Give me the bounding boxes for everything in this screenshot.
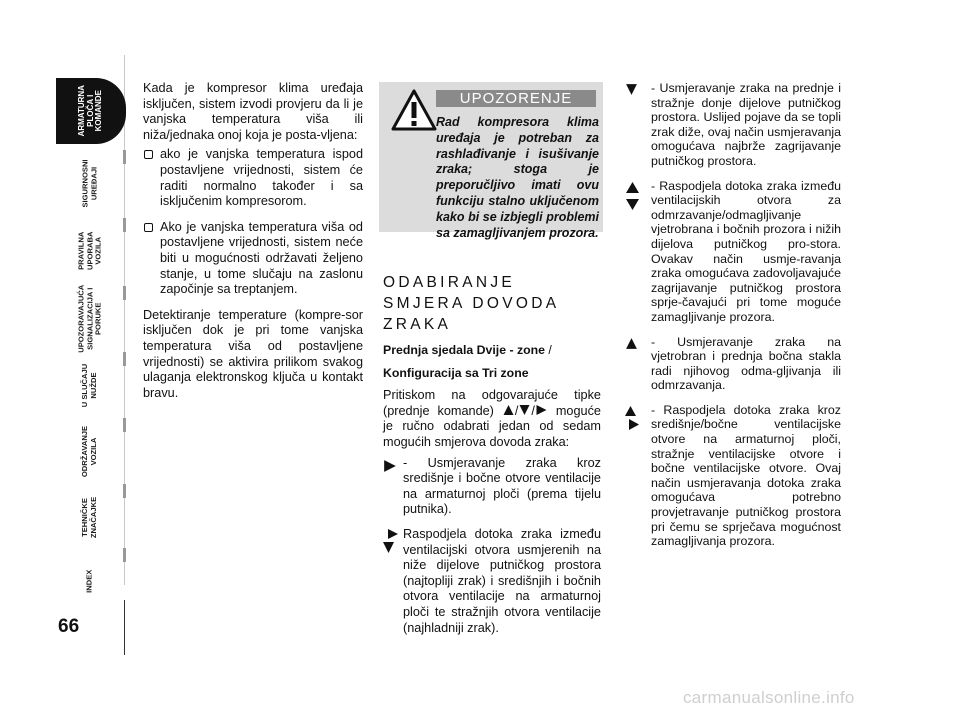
paragraph-intro: Pritiskom na odgovarajuće tipke (prednje komande) / / moguće je ručno odabrati jedan od sedam mogućih smjerova dovoda zraka: bbox=[383, 388, 601, 449]
tab-u-slucaju-nuzde[interactable] bbox=[54, 352, 126, 418]
bullet-item bbox=[143, 220, 363, 298]
direction-item bbox=[625, 179, 841, 325]
direction-text: - Raspodjela dotoka zraka kroz središnje/bočne ventilacijske otvore na armaturnoj ploči, stražnje ventilacijske otvore i bočne ventilacijske otvore. Ovaj način usmjeravanja dotoka zraka omogućava potrebno provjetravanje putničkog prostora pri čemu se sprječava mogućnost zamagljivanja prozora. bbox=[651, 402, 841, 549]
tab-tehnicke-znacajke[interactable] bbox=[54, 484, 126, 550]
bullet-item bbox=[143, 147, 363, 209]
section-title: ODABIRANJE SMJERA DOVODA ZRAKA bbox=[383, 274, 559, 333]
direction-text: - Usmjeravanje zraka na prednje i stražnje donje dijelove putničkog prostora. Uslijed pojave da se topli zrak diže, ovaj način usmjeravanja omogućava najbrže zagrijavanje putničkog prostora. bbox=[651, 81, 841, 168]
bullet-text: Ako je vanjska temperatura viša od postavljene vrijednosti, sistem neće biti u mogućnosti održavati željeno stanje, u tome slučaju na zaslonu započinje sa treptanjem. bbox=[160, 219, 363, 297]
direction-text: Raspodjela dotoka zraka između ventilacijski otvora usmjerenih na niže dijelove putničkog prostora (najtopliji zrak) i središnjih i bočnih otvora ventilacije na armaturnoj ploči te stražnjih otvora ventilacije (najhladniji zrak). bbox=[403, 526, 601, 635]
arrow-right-down-icon bbox=[383, 528, 400, 554]
warning-body: Rad kompresora klima uređaja je potreban za rashlađivanje i isušivanje zraka; stoga je preporučljivo imati ovu funkciju stalno uključenom kako bi se izbjegli problemi sa zamagljivanjem prozora. bbox=[436, 115, 599, 240]
arrow-up-right-icon bbox=[625, 405, 640, 435]
tab-index[interactable] bbox=[54, 548, 126, 614]
tab-upozoravajuca-signalizacija[interactable] bbox=[54, 286, 126, 352]
direction-text: - Raspodjela dotoka zraka između ventilacijskih otvora za odmrzavanje/odmagljivanje vjetrobrana i bočnih prozora i nižih dijelova putničkog pro-stora. Ovakav način usmje-ravanja zraka omogućava zadovoljavajuće zagrijavanje putničkog prostora sprje-čavajući pri tome moguće zamagljivanje prozora. bbox=[651, 178, 841, 324]
subtitle-separator: / bbox=[544, 343, 552, 357]
watermark: carmanualsonline.info bbox=[683, 688, 855, 707]
warning-text bbox=[384, 115, 599, 241]
intro-text-b: moguće je ručno odabrati jedan od sedam mogućih smjerova dovoda zraka: bbox=[383, 403, 601, 449]
arrow-right-icon bbox=[383, 459, 397, 473]
arrow-up-down-icon bbox=[625, 181, 640, 211]
tab-odrzavanje-vozila[interactable] bbox=[54, 418, 126, 484]
text-column-2 bbox=[383, 272, 601, 636]
paragraph-outro: Detektiranje temperature (kompre-sor isključen dok je pri tome vanjska temperatura viša od postavljene vrijednosti) se aktivira prilikom svakog ulaganja elektronskog ključa u kontakt bravu. bbox=[143, 307, 363, 400]
warning-box bbox=[379, 82, 603, 240]
warning-title: UPOZORENJE bbox=[436, 90, 596, 107]
tab-label: INDEX bbox=[84, 569, 94, 593]
direction-item bbox=[625, 81, 841, 169]
arrow-down-icon bbox=[625, 83, 638, 96]
checkbox-bullet-icon bbox=[144, 150, 153, 159]
checkbox-bullet-icon bbox=[144, 223, 153, 232]
arrow-up-icon bbox=[502, 404, 515, 416]
page-number-line bbox=[124, 600, 125, 655]
arrow-up-icon bbox=[625, 337, 638, 350]
direction-item bbox=[383, 527, 601, 636]
intro-text-a: Pritiskom na odgovarajuće tipke (prednje komande) bbox=[383, 388, 601, 418]
direction-item bbox=[383, 456, 601, 518]
text-column-3 bbox=[625, 81, 841, 559]
arrow-down-icon bbox=[518, 404, 531, 416]
subtitle-text: Prednja sjedala Dvije - zone bbox=[383, 343, 545, 357]
tab-label: UPOZORAVAJUĆA SIGNALIZACIJA I PORUKE bbox=[76, 284, 103, 354]
section-subtitle bbox=[383, 343, 601, 359]
tab-label: ARMATURNA PLOČA I KOMANDE bbox=[77, 85, 104, 137]
tab-pravilna-uporaba[interactable] bbox=[54, 218, 126, 284]
tab-sigurnosni-uredaji[interactable] bbox=[54, 150, 126, 216]
tab-label: TEHNIČKE ZNAČAJKE bbox=[80, 496, 98, 538]
chapter-sidebar bbox=[0, 0, 132, 720]
direction-text: - Usmjeravanje zraka na vjetrobran i prednja bočna stakla radi njihovog odma-gljivanja ili odmrzavanja. bbox=[651, 334, 841, 393]
tab-label: U SLUČAJU NUŽDE bbox=[80, 363, 98, 407]
arrow-right-icon bbox=[535, 404, 548, 416]
direction-item bbox=[625, 335, 841, 393]
paragraph-intro: Kada je kompresor klima uređaja isključen, sistem izvodi provjeru da li je vanjska temperatura viša ili niža/jednaka onoj koja je posta-vljena: bbox=[143, 81, 363, 142]
tab-label: SIGURNOSNI UREĐAJI bbox=[80, 158, 98, 208]
bullet-text: ako je vanjska temperatura ispod postavljene vrijednosti, sistem će raditi normalno također i sa isključenim kompresorom. bbox=[160, 147, 363, 209]
direction-text: - Usmjeravanje zraka kroz središnje i bočne otvore ventilacije na armaturnoj ploči (prema tijelu putnika). bbox=[403, 455, 601, 517]
direction-item bbox=[625, 403, 841, 549]
text-column-1 bbox=[143, 81, 363, 401]
tab-armaturna-ploca[interactable] bbox=[56, 78, 126, 144]
section-subtitle-2: Konfiguracija sa Tri zone bbox=[383, 365, 529, 380]
tab-label: ODRŽAVANJE VOZILA bbox=[80, 425, 98, 477]
tab-label: PRAVILNA UPORABA VOZILA bbox=[76, 231, 103, 271]
page-number: 66 bbox=[58, 616, 80, 637]
